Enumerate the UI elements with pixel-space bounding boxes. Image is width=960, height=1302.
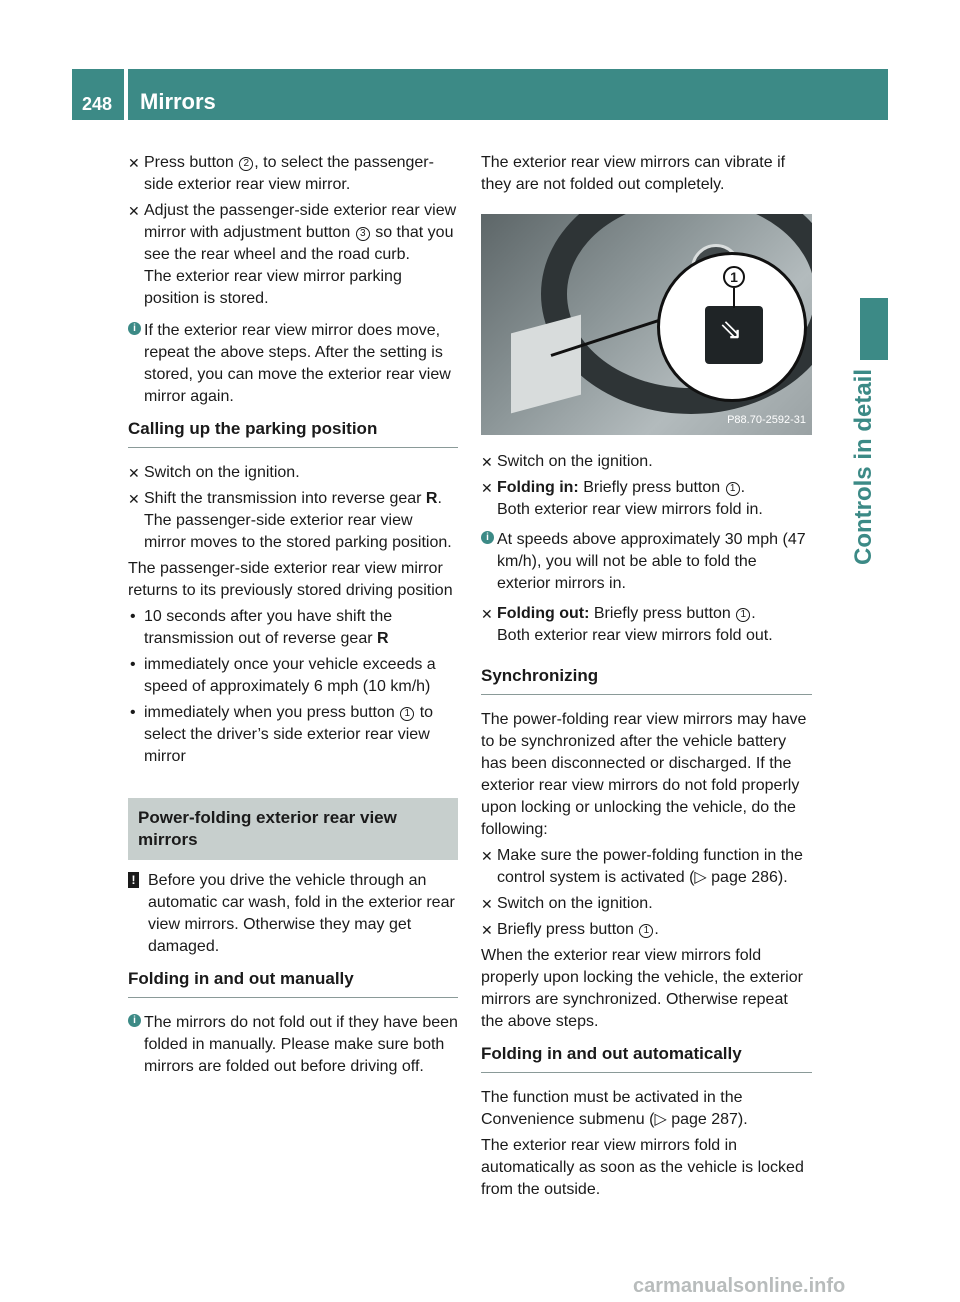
step-text: Switch on the ignition. [497,453,653,470]
side-label: Controls in detail [850,368,877,565]
paragraph-vibrate: The exterior rear view mirrors can vibrate if they are not folded out completely. [481,154,786,193]
heading-parking-position: Calling up the parking position [128,418,458,448]
watermark: carmanualsonline.info [633,1275,846,1297]
step-adjust-mirror [128,200,458,310]
figure-reference: P88.70-2592-31 [727,414,806,426]
step-result: The passenger-side exterior rear view mirror moves to the stored parking position. [144,512,452,551]
button-1-callout: 1 [400,707,414,721]
step-text: so that you see the rear wheel and the road curb. [144,224,454,263]
step-result: Both exterior rear view mirrors fold out. [497,627,773,644]
mirror-fold-icon: ⇘ [719,314,743,345]
list-text: 10 seconds after you have shift the transmission out of reverse gear [144,608,393,647]
step-text: Adjust the passenger-side exterior rear view mirror with adjustment button [144,202,457,241]
step-label: Folding out: [497,605,590,622]
arrow-marker-icon: ✕ [128,465,140,481]
step-text: . [740,479,746,496]
bullet-icon: • [130,704,136,721]
info-note [128,1012,458,1078]
warning-note [128,870,458,958]
info-icon: i [481,531,494,544]
step-text: Briefly press button [497,921,639,938]
step-text: Switch on the ignition. [497,895,653,912]
gear-label: R [425,490,438,507]
bullet-icon: • [130,608,136,625]
step-text: Make sure the power-folding function in the control system is activated (▷ page 286). [497,847,803,886]
arrow-marker-icon: ✕ [128,203,140,219]
door-panel-shape [511,315,581,414]
info-note [128,320,458,408]
button-1-callout: 1 [639,924,653,938]
side-tab [860,298,888,360]
step-text: . [437,490,442,507]
button-1-callout: 1 [726,482,740,496]
arrow-marker-icon: ✕ [481,454,493,470]
list-item [128,702,458,768]
callout-1: 1 [723,266,745,288]
step-text: . [654,921,659,938]
arrow-marker-icon: ✕ [128,155,140,171]
list-item [128,654,458,698]
figure-mirror-button [481,214,812,435]
arrow-marker-icon: ✕ [481,606,493,622]
step-text: Shift the transmission into reverse gear [144,490,426,507]
step-switch-ignition [128,462,458,484]
note-text: The mirrors do not fold out if they have been folded in manually. Please make sure both mirrors are folded out before driving off. [144,1014,458,1075]
page-number: 248 [82,94,113,114]
button-3-callout: 3 [356,227,370,241]
info-icon: i [128,1014,141,1027]
step-text: Briefly press button [578,479,725,496]
paragraph-function: The function must be activated in the Convenience submenu (▷ page 287). [481,1089,748,1128]
arrow-marker-icon: ✕ [481,896,493,912]
bullet-icon: • [130,656,136,673]
step-select-passenger-mirror [128,152,458,196]
step-make-sure [481,845,812,889]
info-icon: i [128,322,141,335]
paragraph-returns: The passenger-side exterior rear view mirror returns to its previously stored driving position [128,560,453,599]
step-switch-ignition [481,893,812,915]
warning-icon: ! [128,872,139,888]
section-title: Mirrors [140,89,216,114]
arrow-marker-icon: ✕ [128,491,140,507]
step-switch-ignition [481,451,812,473]
arrow-marker-icon: ✕ [481,922,493,938]
heading-synchronizing: Synchronizing [481,665,812,695]
note-text: If the exterior rear view mirror does move, repeat the above steps. After the setting is stored, you can move the exterior rear view mirror again. [144,322,451,405]
step-folding-in [481,477,812,521]
arrow-marker-icon: ✕ [481,848,493,864]
step-text: . [751,605,756,622]
button-1-callout: 1 [736,608,750,622]
info-note [481,529,812,595]
left-column [128,152,458,1086]
paragraph-auto: The exterior rear view mirrors fold in automatically as soon as the vehicle is locked from the outside. [481,1137,804,1198]
step-text: Press button [144,154,239,171]
step-label: Folding in: [497,479,579,496]
warning-text: Before you drive the vehicle through an automatic car wash, fold in the exterior rear view mirrors. Otherwise they may get damaged. [148,872,455,955]
step-text: , to select the passenger-side exterior rear view mirror. [144,154,434,193]
header-divider [124,69,128,120]
callout-leader [733,288,735,308]
heading-folding-auto: Folding in and out automatically [481,1043,812,1073]
note-text: At speeds above approximately 30 mph (47 km/h), you will not be able to fold the exterior mirrors in. [497,531,806,592]
gear-label: R [377,630,389,647]
step-text: Briefly press button [589,605,736,622]
list-text: immediately once your vehicle exceeds a speed of approximately 6 mph (10 km/h) [144,656,436,695]
right-column [481,152,812,1205]
paragraph-when: When the exterior rear view mirrors fold properly upon locking the vehicle, the exterior mirrors are synchronized. Otherwise repeat the above steps. [481,947,803,1030]
arrow-marker-icon: ✕ [481,480,493,496]
paragraph-sync: The power-folding rear view mirrors may have to be synchronized after the vehicle battery has been disconnected or discharged. If the exterior rear view mirrors do not fold properly upon locking or unlocking the vehicle, do the following: [481,711,807,838]
step-reverse-gear [128,488,458,554]
list-text: to select the driver’s side exterior rear view mirror [144,704,434,765]
heading-power-folding: Power-folding exterior rear view mirrors [128,798,458,860]
step-folding-out [481,603,812,647]
list-text: immediately when you press button [144,704,400,721]
list-item [128,606,458,650]
button-2-callout: 2 [239,157,253,171]
step-text: Switch on the ignition. [144,464,300,481]
step-result: The exterior rear view mirror parking position is stored. [144,268,402,307]
step-press-button [481,919,812,941]
heading-folding-manually: Folding in and out manually [128,968,458,998]
step-result: Both exterior rear view mirrors fold in. [497,501,763,518]
